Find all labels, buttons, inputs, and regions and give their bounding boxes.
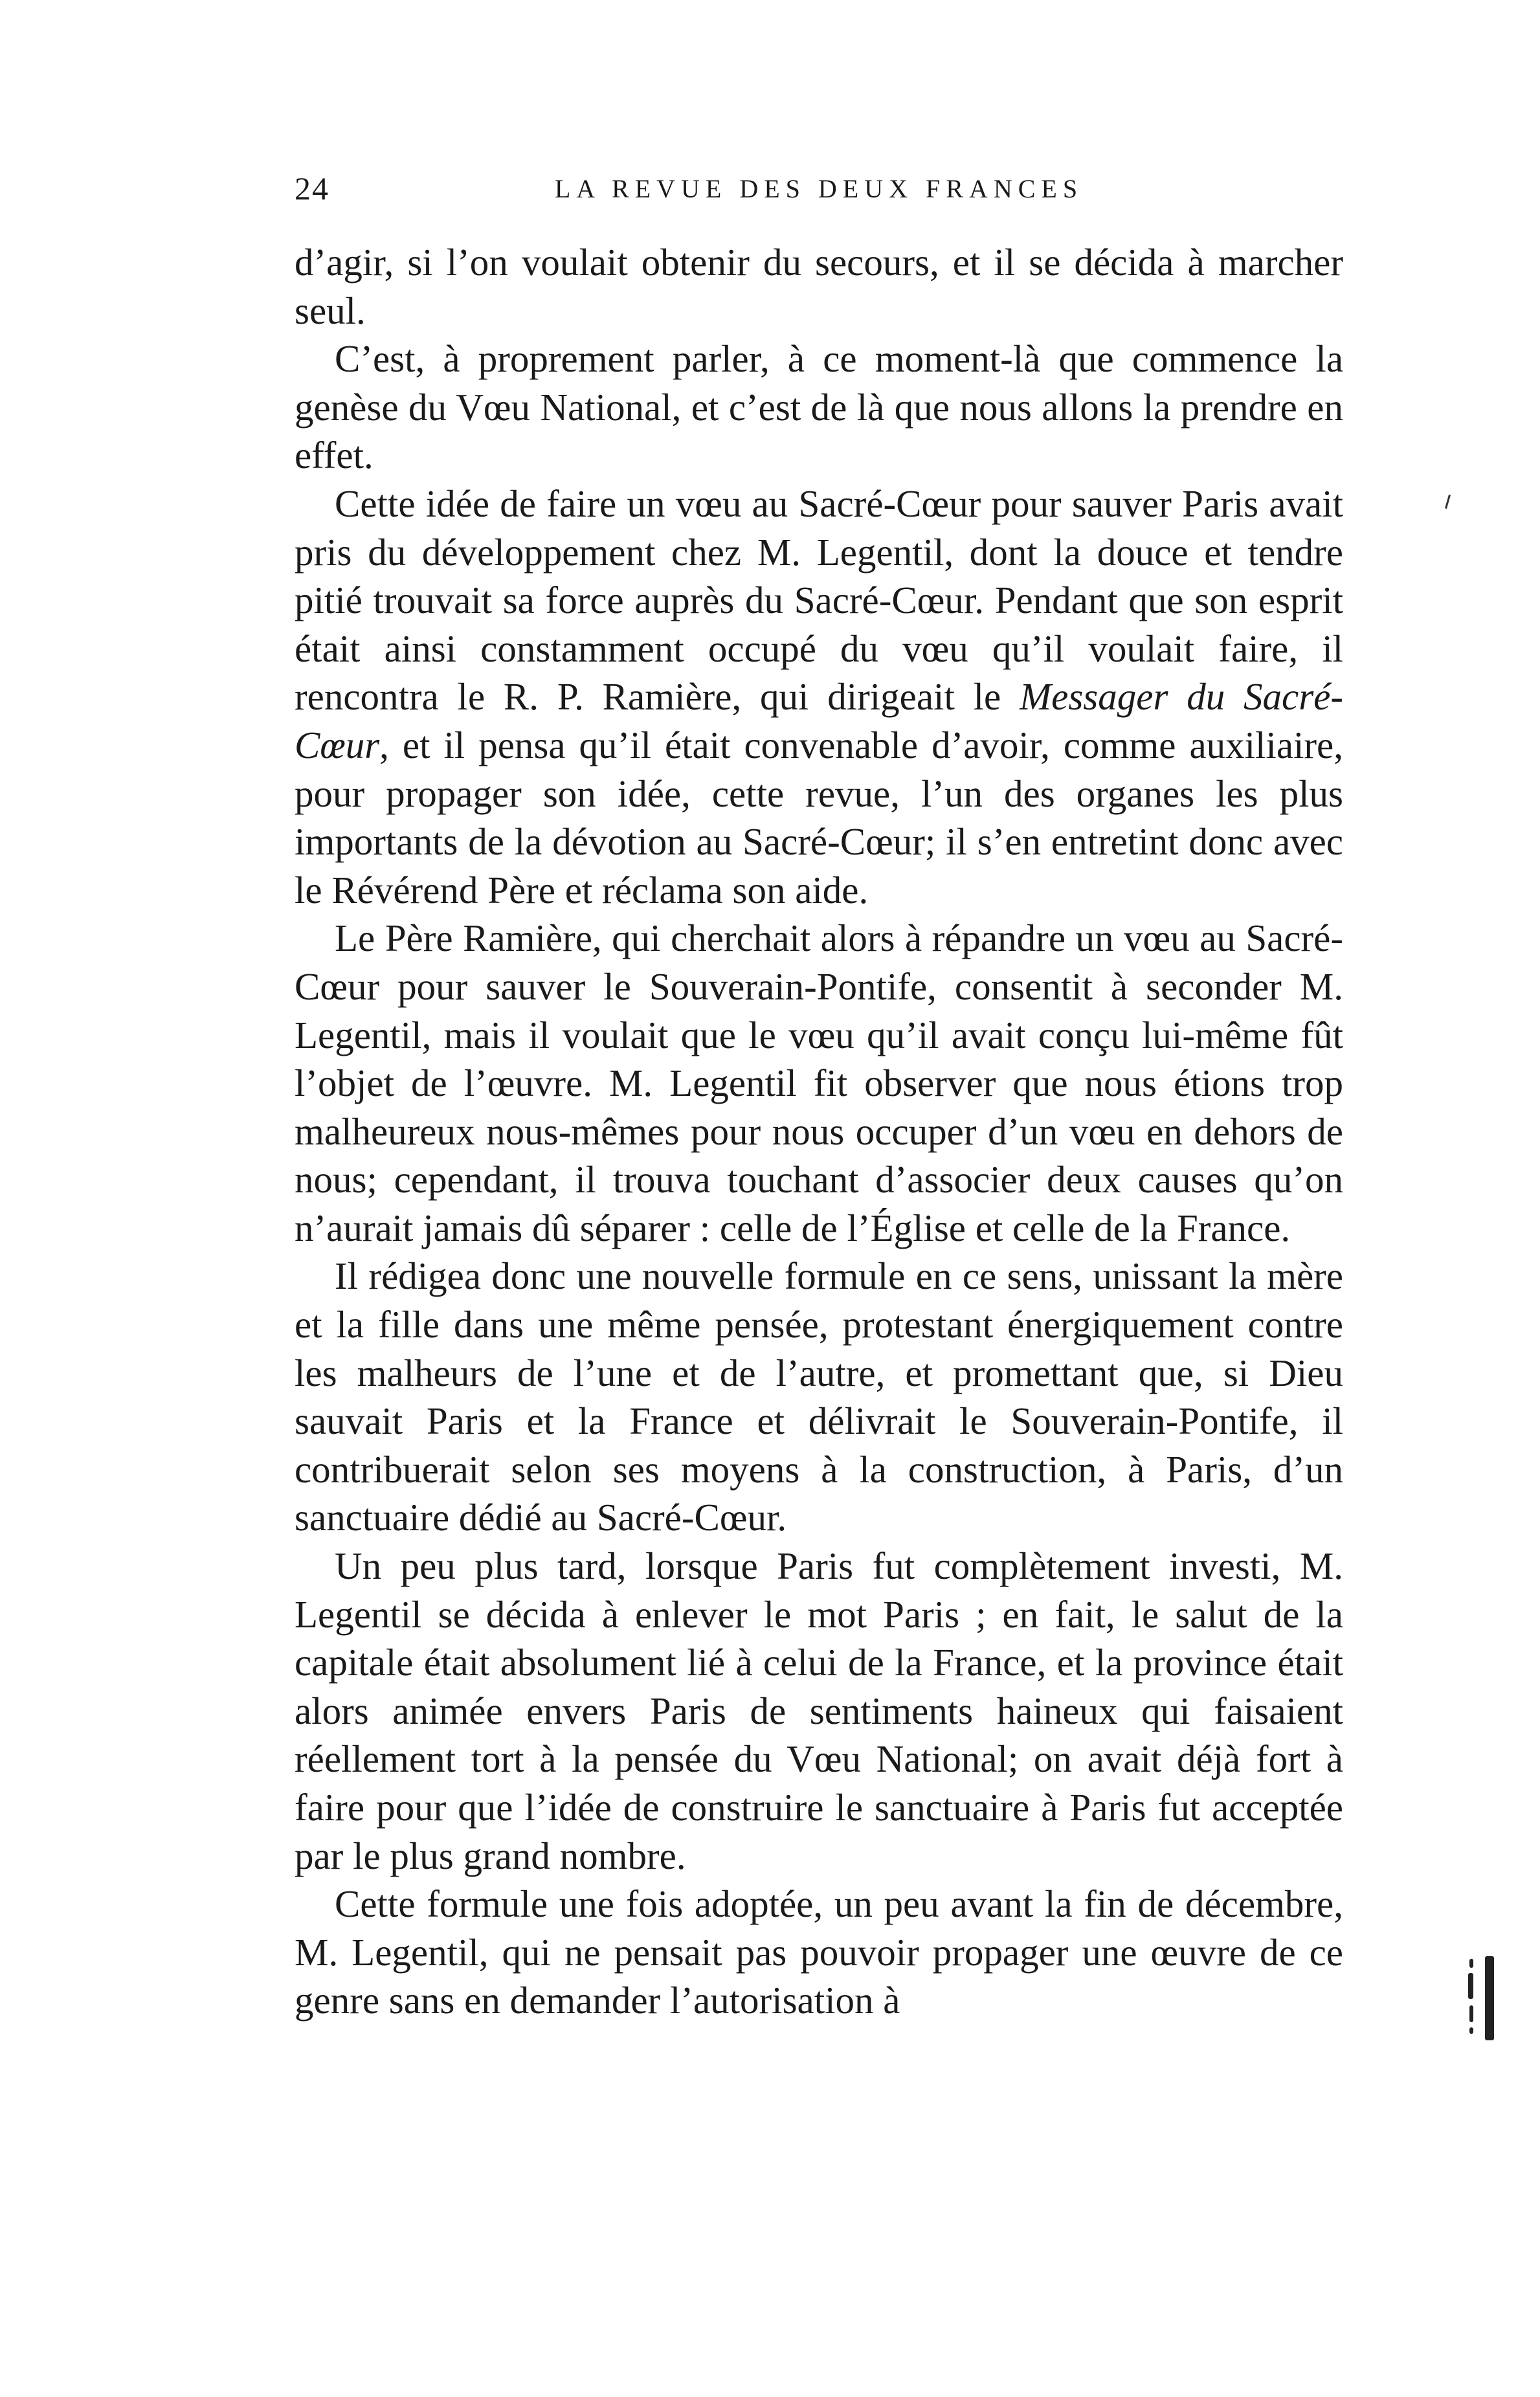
paragraph-3-text-after: , et il pensa qu’il était convenable d’avoir, comme auxiliaire, pour propager son idée, cette revue, l’un des organes les plus importants de la dévotion au Sacré-Cœur; il s’en entretint donc avec le Révérend Père et réclama son aide. [295,723,1343,911]
paragraph-5: Il rédigea donc une nouvelle formule en ce sens, unissant la mère et la fille dans une même pensée, protestant énergiquement contre les malheurs de l’une et de l’autre, et promettant que, si Dieu sauvait Paris et la France et délivrait le Souverain-Pontife, il contribuerait selon ses moyens à la construction, à Paris, d’un sanctuaire dédié au Sacré-Cœur. [295,1254,1343,1539]
paragraph-1: d’agir, si l’on voulait obtenir du secours, et il se décida à marcher seul. [295,241,1343,332]
paragraph-7: Cette formule une fois adoptée, un peu avant la fin de décembre, M. Legentil, qui ne pensait pas pouvoir propager une œuvre de ce genre sans en demander l’autorisation à [295,1882,1343,2022]
running-title: LA REVUE DES DEUX FRANCES [554,174,1084,203]
page-number: 24 [295,170,329,206]
paragraph-3-text-before: Cette idée de faire un vœu au Sacré-Cœur pour sauver Paris avait pris du développement chez M. Legentil, dont la douce et tendre pitié trouvait sa force auprès du Sacré-Cœur. Pendant que son esprit était ainsi constamment occupé du vœu qu’il voulait faire, il rencontra le R. P. Ramière, qui dirigeait le [295,482,1343,719]
paragraph-6: Un peu plus tard, lorsque Paris fut complètement investi, M. Legentil se décida à enlever le mot Paris ; en fait, le salut de la capitale était absolument lié à celui de la France, et la province était alors animée envers Paris de sentiments haineux qui faisaient réellement tort à la pensée du Vœu National; on avait déjà fort à faire pour que l’idée de construire le sanctuaire à Paris fut acceptée par le plus grand nombre. [295,1544,1343,1877]
margin-speck [1444,492,1453,511]
paragraph-2: C’est, à proprement parler, à ce moment-là que commence la genèse du Vœu National, et c’est de là que nous allons la prendre en effet. [295,337,1343,477]
body-text [295,238,1343,2025]
running-head [295,170,1343,215]
paragraph-4: Le Père Ramière, qui cherchait alors à répandre un vœu au Sacré-Cœur pour sauver le Souverain-Pontife, consentit à seconder M. Legentil, mais il voulait que le vœu qu’il avait conçu lui-même fût l’objet de l’œuvre. M. Legentil fit observer que nous étions trop malheureux nous-mêmes pour nous occuper d’un vœu en dehors de nous; cependant, il trouva touchant d’associer deux causes qu’on n’aurait jamais dû séparer : celle de l’Église et celle de la France. [295,917,1343,1249]
paragraph-3 [295,480,1343,914]
journal-title: Messager du Sacré-Cœur [295,675,1344,766]
page-edge-marks [1464,1956,1503,2053]
